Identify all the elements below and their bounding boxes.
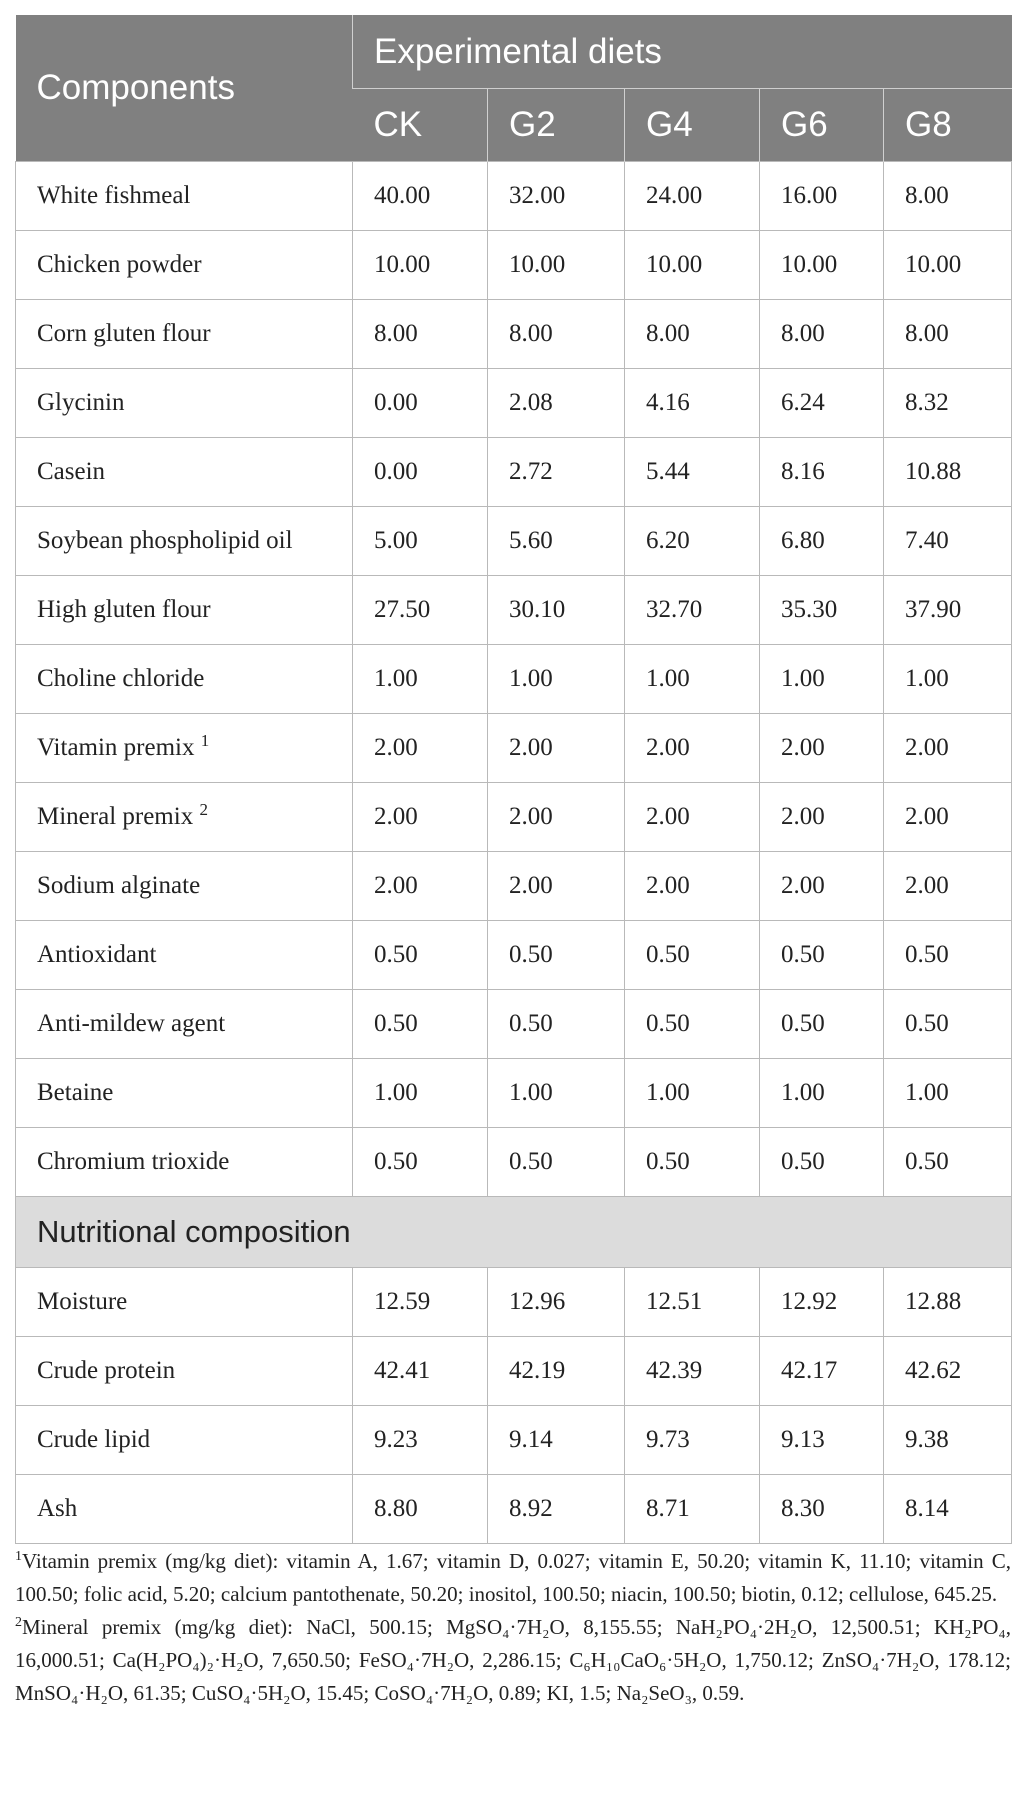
value-cell: 2.08 xyxy=(488,369,625,438)
row-label xyxy=(16,1128,353,1197)
row-label-text: Antioxidant xyxy=(37,941,157,968)
row-label-text: Crude protein xyxy=(37,1357,176,1384)
value-cell: 12.59 xyxy=(353,1268,488,1337)
value-cell: 8.16 xyxy=(760,438,884,507)
value-cell: 2.00 xyxy=(488,852,625,921)
value-cell: 10.00 xyxy=(353,231,488,300)
value-cell: 1.00 xyxy=(488,1059,625,1128)
footnote-2-text: Mineral premix (mg/kg diet): NaCl, 500.15; MgSO₄·7H₂O, 8,155.55; NaH₂PO₄·2H₂O, 12,500.51; KH₂PO₄, 16,000.51; Ca(H₂PO₄)₂·H₂O, 7,650.50; FeSO₄·7H₂O, 2,286.15; C₆H₁₀CaO₆·5H₂O, 1,750.12; ZnSO₄·7H₂O, 178.12; MnSO₄·H₂O, 61.35; CuSO₄·5H₂O, 15.45; CoSO₄·7H₂O, 0.89; KI, 1.5; Na₂SeO₃, 0.59. xyxy=(15,1615,1011,1705)
value-cell: 1.00 xyxy=(884,1059,1012,1128)
row-label xyxy=(16,783,353,852)
value-cell: 2.00 xyxy=(884,783,1012,852)
value-cell: 8.32 xyxy=(884,369,1012,438)
value-cell: 0.50 xyxy=(625,1128,760,1197)
row-label-text: Moisture xyxy=(37,1288,128,1315)
footnote-2-marker: 2 xyxy=(15,1615,22,1630)
group-header-g4: G4 xyxy=(625,89,760,162)
value-cell: 1.00 xyxy=(353,1059,488,1128)
value-cell: 2.00 xyxy=(884,714,1012,783)
value-cell: 35.30 xyxy=(760,576,884,645)
value-cell: 42.39 xyxy=(625,1337,760,1406)
value-cell: 4.16 xyxy=(625,369,760,438)
footnote-1 xyxy=(15,1545,1011,1611)
value-cell: 8.00 xyxy=(760,300,884,369)
value-cell: 2.00 xyxy=(760,852,884,921)
value-cell: 2.00 xyxy=(625,714,760,783)
value-cell: 2.00 xyxy=(488,783,625,852)
row-label xyxy=(16,1406,353,1475)
row-label-text: Chicken powder xyxy=(37,251,202,278)
experimental-diets-header: Experimental diets xyxy=(353,15,1012,89)
table-row xyxy=(16,300,1012,369)
row-label xyxy=(16,162,353,231)
value-cell: 10.88 xyxy=(884,438,1012,507)
row-label-text: Casein xyxy=(37,458,106,485)
table-row xyxy=(16,852,1012,921)
value-cell: 9.23 xyxy=(353,1406,488,1475)
table-row xyxy=(16,714,1012,783)
value-cell: 8.00 xyxy=(353,300,488,369)
row-label xyxy=(16,300,353,369)
row-label xyxy=(16,645,353,714)
value-cell: 1.00 xyxy=(884,645,1012,714)
value-cell: 2.00 xyxy=(353,783,488,852)
value-cell: 8.00 xyxy=(884,300,1012,369)
value-cell: 2.00 xyxy=(625,783,760,852)
value-cell: 42.17 xyxy=(760,1337,884,1406)
value-cell: 10.00 xyxy=(884,231,1012,300)
value-cell: 2.00 xyxy=(488,714,625,783)
row-label-text: Glycinin xyxy=(37,389,125,416)
value-cell: 2.00 xyxy=(353,852,488,921)
value-cell: 8.00 xyxy=(625,300,760,369)
diet-composition-table xyxy=(15,15,1012,1544)
footnote-marker: 1 xyxy=(200,731,210,750)
group-header-g2: G2 xyxy=(488,89,625,162)
value-cell: 1.00 xyxy=(760,645,884,714)
value-cell: 42.41 xyxy=(353,1337,488,1406)
row-label xyxy=(16,507,353,576)
value-cell: 5.00 xyxy=(353,507,488,576)
value-cell: 0.50 xyxy=(488,990,625,1059)
value-cell: 32.00 xyxy=(488,162,625,231)
table-row xyxy=(16,438,1012,507)
nutrition-rows xyxy=(16,1268,1012,1544)
value-cell: 8.14 xyxy=(884,1475,1012,1544)
value-cell: 12.92 xyxy=(760,1268,884,1337)
value-cell: 8.71 xyxy=(625,1475,760,1544)
nutrition-section-row xyxy=(16,1197,1012,1268)
value-cell: 1.00 xyxy=(625,1059,760,1128)
value-cell: 1.00 xyxy=(625,645,760,714)
row-label-text: High gluten flour xyxy=(37,596,211,623)
row-label xyxy=(16,1337,353,1406)
row-label xyxy=(16,921,353,990)
value-cell: 0.50 xyxy=(625,990,760,1059)
value-cell: 0.50 xyxy=(488,921,625,990)
row-label-text: Corn gluten flour xyxy=(37,320,211,347)
row-label xyxy=(16,1059,353,1128)
value-cell: 0.50 xyxy=(884,1128,1012,1197)
value-cell: 1.00 xyxy=(353,645,488,714)
value-cell: 8.00 xyxy=(884,162,1012,231)
table-row xyxy=(16,507,1012,576)
value-cell: 2.00 xyxy=(353,714,488,783)
table-row xyxy=(16,990,1012,1059)
group-header-g6: G6 xyxy=(760,89,884,162)
row-label-text: Soybean phospholipid oil xyxy=(37,527,293,554)
value-cell: 24.00 xyxy=(625,162,760,231)
value-cell: 9.14 xyxy=(488,1406,625,1475)
value-cell: 0.50 xyxy=(884,990,1012,1059)
row-label xyxy=(16,1475,353,1544)
row-label xyxy=(16,990,353,1059)
value-cell: 16.00 xyxy=(760,162,884,231)
table-row xyxy=(16,231,1012,300)
value-cell: 8.30 xyxy=(760,1475,884,1544)
value-cell: 2.00 xyxy=(884,852,1012,921)
table-row xyxy=(16,369,1012,438)
value-cell: 0.00 xyxy=(353,369,488,438)
row-label xyxy=(16,231,353,300)
value-cell: 0.50 xyxy=(760,1128,884,1197)
value-cell: 8.80 xyxy=(353,1475,488,1544)
table-row xyxy=(16,1128,1012,1197)
value-cell: 30.10 xyxy=(488,576,625,645)
footnotes xyxy=(15,1545,1011,1710)
row-label-text: Ash xyxy=(37,1495,78,1522)
nutrition-section-label: Nutritional composition xyxy=(16,1197,1012,1268)
value-cell: 32.70 xyxy=(625,576,760,645)
value-cell: 12.88 xyxy=(884,1268,1012,1337)
table-row xyxy=(16,1406,1012,1475)
value-cell: 0.50 xyxy=(884,921,1012,990)
value-cell: 0.50 xyxy=(353,921,488,990)
row-label-text: Mineral premix xyxy=(37,803,194,830)
value-cell: 0.50 xyxy=(488,1128,625,1197)
value-cell: 7.40 xyxy=(884,507,1012,576)
value-cell: 8.92 xyxy=(488,1475,625,1544)
row-label-text: Crude lipid xyxy=(37,1426,151,1453)
value-cell: 10.00 xyxy=(760,231,884,300)
footnote-marker: 2 xyxy=(199,800,208,819)
header-row-top xyxy=(16,15,1012,89)
value-cell: 10.00 xyxy=(488,231,625,300)
row-label-text: Choline chloride xyxy=(37,665,205,692)
row-label-text: White fishmeal xyxy=(37,182,191,209)
table-row xyxy=(16,162,1012,231)
value-cell: 27.50 xyxy=(353,576,488,645)
value-cell: 1.00 xyxy=(760,1059,884,1128)
group-header-g8: G8 xyxy=(884,89,1012,162)
diet-table-container xyxy=(15,15,1011,1544)
row-label-text: Chromium trioxide xyxy=(37,1148,230,1175)
value-cell: 1.00 xyxy=(488,645,625,714)
value-cell: 12.51 xyxy=(625,1268,760,1337)
value-cell: 5.44 xyxy=(625,438,760,507)
value-cell: 0.50 xyxy=(353,1128,488,1197)
value-cell: 0.50 xyxy=(760,921,884,990)
value-cell: 12.96 xyxy=(488,1268,625,1337)
components-header: Components xyxy=(16,15,353,162)
footnote-2 xyxy=(15,1611,1011,1710)
table-row xyxy=(16,921,1012,990)
table-row xyxy=(16,645,1012,714)
table-row xyxy=(16,1059,1012,1128)
row-label-text: Anti-mildew agent xyxy=(37,1010,226,1037)
table-row xyxy=(16,783,1012,852)
row-label xyxy=(16,369,353,438)
value-cell: 0.00 xyxy=(353,438,488,507)
value-cell: 6.24 xyxy=(760,369,884,438)
component-rows xyxy=(16,162,1012,1197)
value-cell: 40.00 xyxy=(353,162,488,231)
value-cell: 9.13 xyxy=(760,1406,884,1475)
value-cell: 6.80 xyxy=(760,507,884,576)
value-cell: 2.00 xyxy=(625,852,760,921)
row-label-text: Sodium alginate xyxy=(37,872,201,899)
footnote-1-marker: 1 xyxy=(15,1549,22,1564)
value-cell: 2.72 xyxy=(488,438,625,507)
value-cell: 2.00 xyxy=(760,783,884,852)
value-cell: 2.00 xyxy=(760,714,884,783)
row-label xyxy=(16,852,353,921)
value-cell: 0.50 xyxy=(353,990,488,1059)
row-label xyxy=(16,438,353,507)
table-row xyxy=(16,1475,1012,1544)
value-cell: 42.19 xyxy=(488,1337,625,1406)
value-cell: 10.00 xyxy=(625,231,760,300)
row-label xyxy=(16,576,353,645)
value-cell: 0.50 xyxy=(625,921,760,990)
row-label-text: Betaine xyxy=(37,1079,114,1106)
group-header-ck: CK xyxy=(353,89,488,162)
value-cell: 0.50 xyxy=(760,990,884,1059)
value-cell: 9.38 xyxy=(884,1406,1012,1475)
table-row xyxy=(16,576,1012,645)
table-row xyxy=(16,1268,1012,1337)
row-label xyxy=(16,1268,353,1337)
table-row xyxy=(16,1337,1012,1406)
value-cell: 42.62 xyxy=(884,1337,1012,1406)
value-cell: 9.73 xyxy=(625,1406,760,1475)
value-cell: 6.20 xyxy=(625,507,760,576)
footnote-1-text: Vitamin premix (mg/kg diet): vitamin A, 1.67; vitamin D, 0.027; vitamin E, 50.20; vitamin K, 11.10; vitamin C, 100.50; folic acid, 5.20; calcium pantothenate, 50.20; inositol, 100.50; niacin, 100.50; biotin, 0.12; cellulose, 645.25. xyxy=(15,1549,1011,1606)
row-label-text: Vitamin premix xyxy=(37,734,195,761)
row-label xyxy=(16,714,353,783)
value-cell: 8.00 xyxy=(488,300,625,369)
value-cell: 5.60 xyxy=(488,507,625,576)
value-cell: 37.90 xyxy=(884,576,1012,645)
